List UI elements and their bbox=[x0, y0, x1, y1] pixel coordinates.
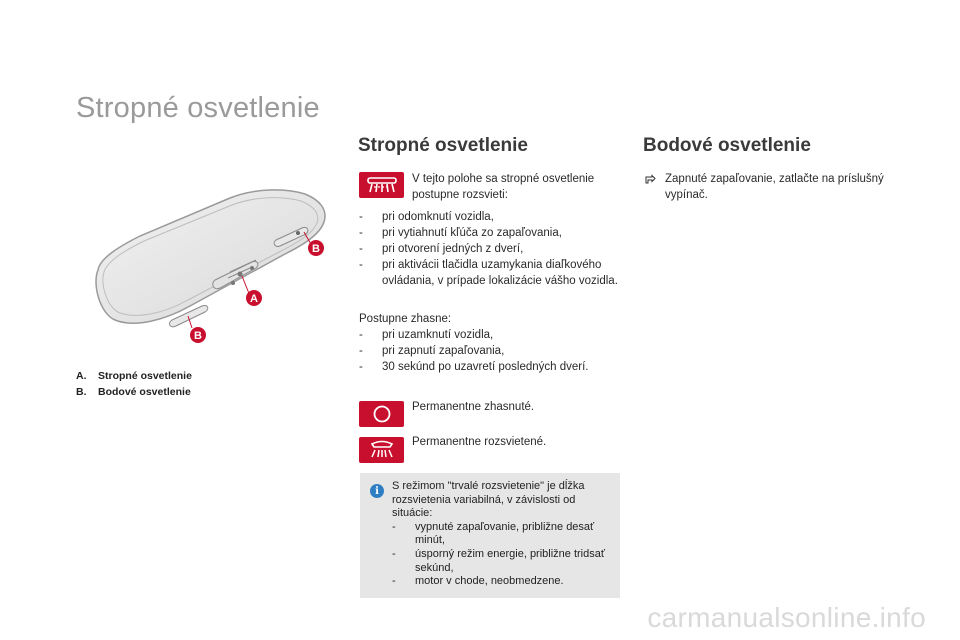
list-item: - motor v chode, neobmedzene. bbox=[392, 575, 616, 589]
section-title-spot: Bodové osvetlenie bbox=[643, 135, 811, 156]
courtesy-light-auto-icon bbox=[359, 172, 404, 198]
legend-item: B. Bodové osvetlenie bbox=[76, 386, 191, 398]
turn-off-intro: Postupne zhasne: bbox=[359, 313, 452, 325]
light-on-icon bbox=[359, 437, 404, 463]
section-title-courtesy: Stropné osvetlenie bbox=[358, 135, 528, 156]
turn-off-list bbox=[359, 327, 621, 375]
list-item: - pri aktivácii tlačidla uzamykania diaľkového ovládania, v prípade lokalizácie vášho vozidla. bbox=[359, 257, 621, 289]
light-off-text: Permanentne zhasnuté. bbox=[412, 401, 535, 413]
light-on-text: Permanentne rozsvietené. bbox=[412, 436, 547, 448]
svg-text:B: B bbox=[194, 330, 202, 342]
turn-on-list bbox=[359, 209, 621, 289]
spot-light-text: Zapnuté zapaľovanie, zatlačte na príslušný vypínač. bbox=[665, 173, 884, 201]
ceiling-lamp-illustration bbox=[80, 188, 340, 348]
light-off-icon bbox=[359, 401, 404, 427]
callout-b-front bbox=[190, 327, 206, 343]
lamp-housing bbox=[96, 190, 325, 323]
callout-b-rear bbox=[308, 240, 324, 256]
info-text bbox=[392, 480, 616, 589]
list-item: - pri odomknutí vozidla, bbox=[359, 209, 621, 225]
info-list bbox=[392, 521, 616, 589]
list-item: - pri otvorení jedných z dverí, bbox=[359, 241, 621, 257]
legend-item: A. Stropné osvetlenie bbox=[76, 370, 192, 382]
list-item: - úsporný režim energie, približne tridsať sekúnd, bbox=[392, 548, 616, 575]
info-intro: S režimom "trvalé rozsvietenie" je dĺžka rozsvietenia variabilná, v závislosti od situácie: bbox=[392, 480, 585, 520]
list-item: - pri vytiahnutí kľúča zo zapaľovania, bbox=[359, 225, 621, 241]
list-item: - pri zapnutí zapaľovania, bbox=[359, 343, 621, 359]
list-item: - pri uzamknutí vozidla, bbox=[359, 327, 621, 343]
list-item: - vypnuté zapaľovanie, približne desať minút, bbox=[392, 521, 616, 548]
auto-mode-text: V tejto polohe sa stropné osvetlenie postupne rozsvieti: bbox=[412, 173, 595, 201]
pointing-hand-icon bbox=[645, 171, 659, 189]
svg-text:B: B bbox=[312, 243, 320, 255]
list-item: - 30 sekúnd po uzavretí posledných dverí. bbox=[359, 359, 621, 375]
page-title: Stropné osvetlenie bbox=[76, 92, 320, 124]
watermark: carmanualsonline.info bbox=[647, 602, 926, 633]
info-icon: i bbox=[370, 484, 384, 498]
callout-a bbox=[246, 290, 262, 306]
svg-text:A: A bbox=[250, 293, 258, 305]
illustration-legend bbox=[76, 368, 192, 400]
